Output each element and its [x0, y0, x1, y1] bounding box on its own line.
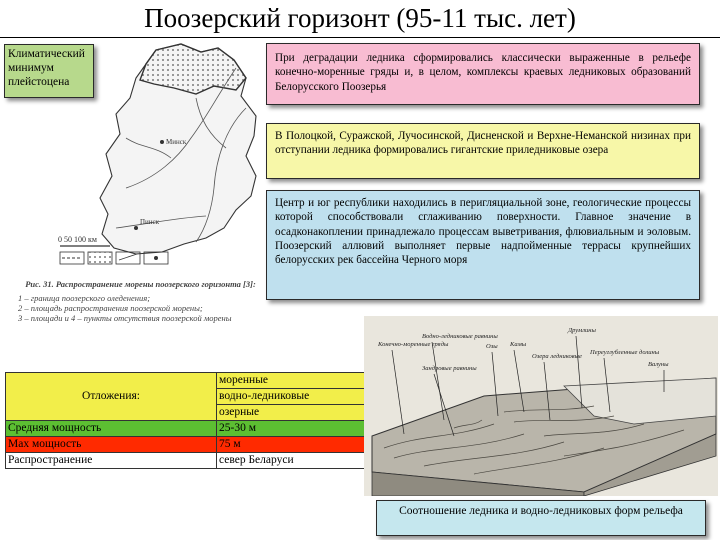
table-row-value: 75 м	[217, 437, 366, 453]
table-row-label: Распространение	[6, 453, 217, 469]
info-text-1: При деградации ледника сформировались классически выраженные в рельефе конечно-моренные гряды и, в целом, комплексы краевых ледниковых образований Белорусского Поозерья	[275, 52, 691, 93]
info-text-2: В Полоцкой, Суражской, Лучосинской, Дисненской и Верхне-Неманской низинах при отступании ледника формировались гигантские приледниковые озера	[275, 130, 691, 157]
table-row-value: север Беларуси	[217, 453, 366, 469]
table-row-label: Средняя мощность	[6, 421, 217, 437]
diagram-label-eskers: Озы	[486, 343, 498, 350]
climate-minimum-box: Климатический минимум плейстоцена	[4, 44, 94, 98]
table-row-value: 25-30 м	[217, 421, 366, 437]
glacial-landforms-block-diagram	[364, 316, 718, 496]
legend-line-1: 1 – граница поозерского оледенения;	[18, 293, 151, 303]
city-label-pinsk: Пинск	[140, 218, 160, 226]
legend-line-2: 2 – площадь распространения поозерской морены;	[18, 303, 203, 313]
deposit-type-fluvioglacial: водно-ледниковые	[217, 389, 366, 405]
deposits-table	[5, 372, 366, 469]
diagram-label-boulders: Валуны	[648, 361, 669, 368]
info-box-lakes	[266, 123, 700, 179]
diagram-label-outwash-plain: Водно-ледниковые равнины	[422, 333, 498, 340]
page-title: Поозерский горизонт (95-11 тыс. лет)	[144, 3, 576, 33]
block-diagram-drawing	[364, 316, 718, 496]
diagram-label-kames: Камы	[510, 341, 527, 348]
city-label-minsk: Минск	[166, 138, 187, 146]
table-row-label: Мах мощность	[6, 437, 217, 453]
legend-line-3: 3 – площади и 4 – пункты отсутствия поозерской морены	[18, 313, 232, 323]
diagram-label-valleys: Переуглубленные долины	[590, 349, 660, 356]
scale-label: 0 50 100 км	[58, 235, 97, 244]
block-diagram-caption: Соотношение ледника и водно-ледниковых форм рельефа	[376, 500, 706, 536]
diagram-label-drumlins: Друмлины	[568, 327, 596, 334]
deposits-label: Отложения:	[6, 373, 217, 421]
deposit-type-moraine: моренные	[217, 373, 366, 389]
info-box-periglacial	[266, 190, 700, 300]
info-box-degradation	[266, 43, 700, 105]
map-legend	[48, 230, 208, 270]
figure-title: Рис. 31. Распространение морены поозерского горизонта [3]:	[25, 279, 256, 289]
diagram-label-sandur: Зандровые равнины	[422, 365, 477, 372]
info-text-3: Центр и юг республики находились в перигляциальной зоне, геологические процессы которой способствовали сглаживанию поверхности. Главное значение в осадконакоплении принадлежало процессам выветривания, флювиальным и эоловым. Поозерский аллювий выполняет первые надпойменные террасы крупнейших белорусских рек бассейна Черного моря	[275, 197, 691, 267]
diagram-label-end-moraine: Конечно-моренные гряды	[378, 341, 449, 348]
map-figure-caption	[18, 279, 263, 323]
deposit-type-lacustrine: озерные	[217, 405, 366, 421]
diagram-label-glacial-lakes: Озера ледниковые	[532, 353, 582, 360]
